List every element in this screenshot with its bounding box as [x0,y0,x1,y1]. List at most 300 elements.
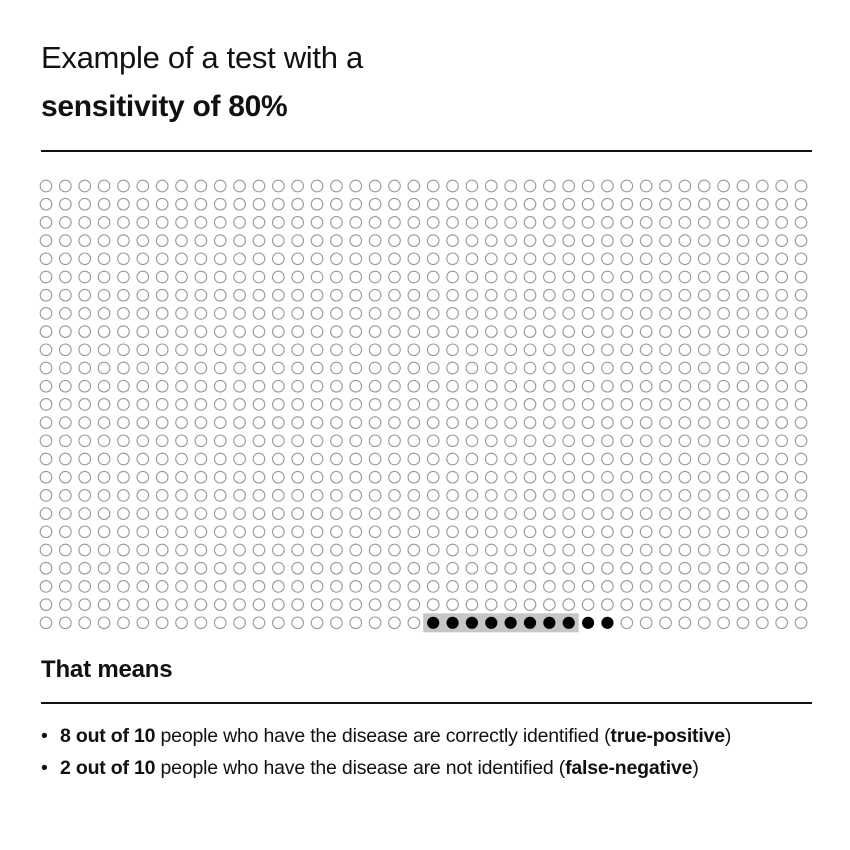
person-icon-healthy [176,508,188,520]
person-icon-healthy [118,617,130,629]
person-icon-healthy [582,581,594,593]
person-icon-healthy [137,508,149,520]
person-icon-healthy [234,308,246,320]
person-icon-healthy [524,417,536,429]
person-icon-healthy [389,508,401,520]
person-icon-healthy [331,289,343,301]
person-icon-healthy [253,508,265,520]
person-icon-healthy [485,271,497,283]
person-icon-healthy [795,508,807,520]
person-icon-healthy [660,562,672,574]
person-icon-healthy [427,362,439,374]
person-icon-healthy [253,617,265,629]
person-icon-healthy [776,617,788,629]
person-icon-healthy [369,380,381,392]
person-icon-healthy [582,217,594,229]
person-icon-healthy [98,544,110,556]
person-icon-healthy [234,399,246,411]
person-icon-healthy [466,435,478,447]
person-icon-healthy [621,271,633,283]
person-icon-healthy [331,344,343,356]
person-icon-healthy [98,380,110,392]
person-icon-healthy [137,235,149,247]
person-icon-healthy [660,235,672,247]
person-icon-healthy [195,289,207,301]
person-icon-healthy [118,399,130,411]
person-icon-healthy [331,581,343,593]
person-icon-healthy [350,217,362,229]
person-icon-healthy [679,453,691,465]
person-icon-healthy [79,235,91,247]
person-icon-healthy [60,326,72,338]
person-icon-healthy [621,490,633,502]
person-icon-healthy [176,453,188,465]
person-icon-healthy [698,599,710,611]
person-icon-healthy [757,581,769,593]
person-icon-healthy [447,271,459,283]
person-icon-healthy [137,562,149,574]
person-icon-healthy [156,599,168,611]
person-icon-healthy [60,380,72,392]
person-icon-healthy [427,308,439,320]
person-icon-healthy [176,581,188,593]
person-icon-healthy [369,544,381,556]
person-icon-healthy [195,180,207,192]
person-icon-healthy [795,599,807,611]
person-icon-healthy [253,490,265,502]
person-icon-healthy [718,271,730,283]
person-icon-healthy [79,526,91,538]
person-icon-healthy [195,417,207,429]
person-icon-healthy [505,599,517,611]
person-icon-healthy [524,308,536,320]
person-icon-healthy [40,453,52,465]
person-icon-healthy [427,344,439,356]
person-icon-healthy [234,271,246,283]
person-icon-healthy [331,180,343,192]
person-icon-healthy [389,235,401,247]
person-icon-healthy [273,399,285,411]
person-icon-healthy [176,235,188,247]
person-icon-healthy [292,380,304,392]
person-icon-healthy [137,362,149,374]
person-icon-healthy [273,271,285,283]
person-icon-healthy [544,508,556,520]
person-icon-healthy [408,235,420,247]
person-icon-healthy [795,490,807,502]
person-icon-healthy [60,417,72,429]
person-icon-healthy [660,617,672,629]
person-icon-healthy [795,180,807,192]
person-icon-healthy [214,235,226,247]
person-icon-healthy [176,180,188,192]
person-icon-healthy [524,599,536,611]
person-icon-healthy [79,435,91,447]
person-icon-healthy [660,526,672,538]
person-icon-healthy [292,198,304,210]
person-icon-healthy [505,326,517,338]
person-icon-healthy [273,253,285,265]
person-icon-healthy [544,562,556,574]
person-icon-healthy [640,617,652,629]
person-icon-healthy [176,326,188,338]
person-icon-healthy [311,308,323,320]
person-icon-healthy [466,471,478,483]
person-icon-healthy [718,526,730,538]
person-icon-healthy [582,453,594,465]
person-icon-healthy [485,544,497,556]
person-icon-healthy [485,435,497,447]
person-icon-healthy [427,581,439,593]
person-icon-healthy [195,235,207,247]
section-divider [41,702,812,704]
person-icon-healthy [776,198,788,210]
person-icon-healthy [60,235,72,247]
person-icon-healthy [602,180,614,192]
person-icon-healthy [98,562,110,574]
person-icon-healthy [640,362,652,374]
person-icon-healthy [273,581,285,593]
person-icon-healthy [253,235,265,247]
person-icon-healthy [350,435,362,447]
person-icon-healthy [544,399,556,411]
person-icon-healthy [544,544,556,556]
person-icon-healthy [331,471,343,483]
person-icon-healthy [214,380,226,392]
person-icon-healthy [563,599,575,611]
person-icon-healthy [660,599,672,611]
person-icon-healthy [795,399,807,411]
person-icon-healthy [505,344,517,356]
person-icon-healthy [369,289,381,301]
person-icon-healthy [253,308,265,320]
person-icon-healthy [737,599,749,611]
person-icon-healthy [79,399,91,411]
person-icon-healthy [98,362,110,374]
person-icon-healthy [176,399,188,411]
person-icon-healthy [640,581,652,593]
person-icon-healthy [195,581,207,593]
person-icon-healthy [137,617,149,629]
person-icon-healthy [60,435,72,447]
person-icon-healthy [505,271,517,283]
person-icon-healthy [311,544,323,556]
person-icon-healthy [621,217,633,229]
person-icon-healthy [660,380,672,392]
person-icon-healthy [698,471,710,483]
person-icon-healthy [795,562,807,574]
person-icon-healthy [427,508,439,520]
person-icon-healthy [698,581,710,593]
person-icon-healthy [679,599,691,611]
person-icon-healthy [660,581,672,593]
person-icon-healthy [234,508,246,520]
person-icon-healthy [214,344,226,356]
person-icon-healthy [369,271,381,283]
person-icon-healthy [621,235,633,247]
person-icon-true-positive [543,617,555,629]
person-icon-healthy [718,599,730,611]
person-icon-healthy [737,544,749,556]
person-icon-healthy [137,399,149,411]
person-icon-healthy [582,599,594,611]
person-icon-healthy [273,308,285,320]
person-icon-healthy [563,326,575,338]
person-icon-healthy [776,599,788,611]
person-icon-healthy [156,453,168,465]
person-icon-healthy [98,180,110,192]
person-icon-healthy [311,599,323,611]
person-icon-healthy [737,289,749,301]
person-icon-healthy [40,326,52,338]
person-icon-healthy [273,471,285,483]
person-icon-healthy [447,198,459,210]
person-icon-healthy [776,180,788,192]
person-icon-healthy [176,562,188,574]
person-icon-healthy [253,599,265,611]
person-icon-healthy [524,380,536,392]
person-icon-healthy [195,344,207,356]
person-icon-healthy [137,217,149,229]
person-icon-healthy [602,417,614,429]
person-icon-healthy [156,399,168,411]
person-icon-healthy [485,599,497,611]
person-icon-healthy [195,380,207,392]
person-icon-healthy [602,271,614,283]
person-icon-healthy [679,471,691,483]
person-icon-healthy [79,562,91,574]
person-icon-healthy [408,326,420,338]
person-icon-healthy [214,581,226,593]
person-icon-healthy [408,217,420,229]
person-icon-healthy [98,253,110,265]
person-icon-healthy [98,289,110,301]
person-icon-healthy [582,544,594,556]
list-item [41,752,731,784]
person-icon-healthy [79,271,91,283]
person-icon-healthy [389,180,401,192]
person-icon-healthy [485,417,497,429]
person-icon-healthy [621,544,633,556]
person-icon-healthy [350,526,362,538]
person-icon-healthy [524,581,536,593]
person-icon-healthy [679,380,691,392]
person-icon-healthy [156,344,168,356]
person-icon-healthy [776,217,788,229]
person-icon-healthy [795,326,807,338]
person-icon-healthy [408,508,420,520]
person-icon-healthy [311,617,323,629]
person-icon-healthy [389,471,401,483]
person-icon-healthy [176,217,188,229]
person-icon-healthy [60,180,72,192]
person-icon-healthy [156,617,168,629]
person-icon-healthy [544,435,556,447]
person-icon-healthy [582,380,594,392]
person-icon-healthy [563,562,575,574]
person-icon-healthy [427,399,439,411]
person-icon-healthy [350,326,362,338]
person-icon-healthy [214,362,226,374]
person-icon-healthy [485,490,497,502]
person-icon-healthy [640,271,652,283]
person-icon-healthy [427,253,439,265]
person-icon-healthy [98,453,110,465]
person-icon-healthy [757,362,769,374]
person-icon-healthy [660,471,672,483]
person-icon-healthy [698,435,710,447]
person-icon-healthy [563,198,575,210]
person-icon-healthy [273,198,285,210]
person-icon-healthy [292,326,304,338]
person-icon-healthy [369,562,381,574]
person-icon-healthy [79,508,91,520]
person-icon-healthy [60,526,72,538]
person-icon-healthy [718,235,730,247]
person-icon-healthy [621,308,633,320]
person-icon-healthy [253,326,265,338]
person-icon-healthy [408,399,420,411]
person-icon-healthy [273,380,285,392]
person-icon-healthy [505,508,517,520]
person-icon-healthy [214,399,226,411]
person-icon-healthy [679,562,691,574]
person-icon-healthy [311,271,323,283]
person-icon-healthy [369,471,381,483]
person-icon-healthy [776,453,788,465]
person-icon-healthy [679,490,691,502]
person-icon-healthy [640,417,652,429]
person-icon-healthy [563,271,575,283]
person-icon-healthy [176,435,188,447]
person-icon-healthy [447,180,459,192]
person-icon-healthy [776,399,788,411]
person-icon-healthy [563,380,575,392]
person-icon-healthy [582,435,594,447]
person-icon-healthy [485,308,497,320]
person-icon-healthy [485,326,497,338]
person-icon-healthy [176,289,188,301]
person-icon-healthy [234,344,246,356]
person-icon-healthy [757,253,769,265]
person-icon-healthy [466,380,478,392]
person-icon-healthy [408,453,420,465]
person-icon-healthy [563,508,575,520]
person-icon-healthy [273,435,285,447]
person-icon-healthy [156,544,168,556]
person-icon-healthy [524,471,536,483]
person-icon-healthy [137,380,149,392]
person-icon-healthy [311,526,323,538]
person-icon-healthy [311,562,323,574]
person-icon-healthy [582,289,594,301]
person-icon-healthy [369,399,381,411]
person-icon-healthy [214,490,226,502]
person-icon-healthy [156,180,168,192]
person-icon-healthy [582,253,594,265]
person-icon-healthy [621,508,633,520]
person-icon-healthy [698,526,710,538]
person-icon-healthy [698,362,710,374]
person-icon-healthy [214,453,226,465]
person-icon-healthy [292,435,304,447]
person-icon-healthy [137,453,149,465]
person-icon-healthy [176,198,188,210]
person-icon-healthy [718,617,730,629]
person-icon-healthy [698,399,710,411]
person-icon-healthy [544,526,556,538]
person-icon-healthy [195,471,207,483]
title-line-1: Example of a test with a [41,40,363,75]
person-icon-healthy [350,562,362,574]
person-icon-healthy [389,362,401,374]
person-icon-healthy [214,526,226,538]
person-icon-healthy [60,308,72,320]
person-icon-healthy [582,490,594,502]
person-icon-healthy [253,217,265,229]
person-icon-healthy [563,217,575,229]
person-icon-healthy [757,599,769,611]
person-icon-healthy [505,399,517,411]
person-icon-healthy [582,344,594,356]
person-icon-healthy [234,235,246,247]
person-icon-healthy [350,362,362,374]
person-icon-healthy [408,599,420,611]
person-icon-healthy [447,289,459,301]
person-icon-healthy [640,526,652,538]
person-icon-healthy [40,544,52,556]
person-icon-healthy [389,198,401,210]
person-icon-healthy [524,326,536,338]
person-icon-healthy [795,380,807,392]
person-icon-healthy [466,217,478,229]
person-icon-healthy [214,326,226,338]
person-icon-healthy [466,417,478,429]
person-icon-healthy [156,526,168,538]
person-icon-healthy [679,617,691,629]
person-icon-healthy [582,271,594,283]
person-icon-healthy [79,253,91,265]
person-icon-healthy [737,180,749,192]
person-icon-healthy [447,562,459,574]
person-icon-healthy [234,198,246,210]
person-icon-healthy [79,308,91,320]
person-icon-healthy [640,308,652,320]
person-icon-healthy [234,490,246,502]
person-icon-healthy [640,453,652,465]
person-icon-healthy [40,526,52,538]
person-icon-healthy [795,471,807,483]
person-icon-healthy [234,544,246,556]
person-icon-healthy [350,180,362,192]
person-icon-healthy [98,581,110,593]
person-icon-healthy [79,362,91,374]
person-icon-healthy [137,490,149,502]
person-icon-healthy [311,326,323,338]
person-icon-healthy [137,344,149,356]
person-icon-healthy [505,471,517,483]
person-icon-healthy [369,417,381,429]
person-icon-healthy [98,490,110,502]
person-icon-healthy [524,344,536,356]
person-icon-healthy [427,526,439,538]
person-icon-healthy [698,544,710,556]
person-icon-healthy [447,599,459,611]
person-icon-healthy [389,435,401,447]
person-icon-healthy [118,562,130,574]
person-icon-healthy [718,490,730,502]
person-icon-healthy [156,235,168,247]
